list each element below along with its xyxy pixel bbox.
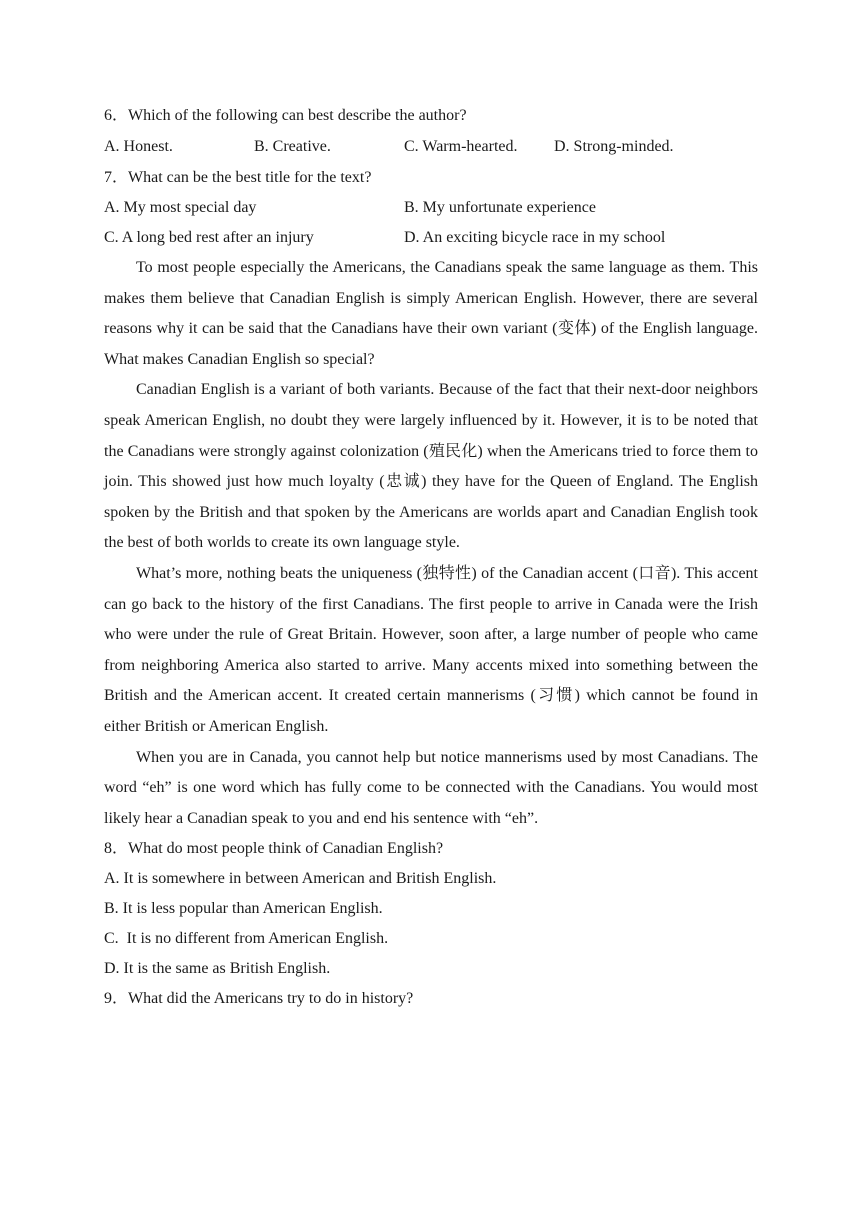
document-page — [104, 101, 758, 1014]
question-8: 8．What do most people think of Canadian English? — [104, 840, 444, 858]
option-c: C. Warm-hearted. — [404, 138, 518, 155]
option-b: B. Creative. — [254, 138, 331, 155]
option-c: C. It is no different from American English. — [104, 930, 389, 948]
option-b: B. My unfortunate experience — [404, 199, 596, 216]
passage-paragraph-2: Canadian English is a variant of both variants. Because of the fact that their next-door neighbors speak American English, no doubt they were largely influenced by it. However, it is to be noted that the Canadians were strongly against colonization (殖民化) when the Americans tried to force them to join. This showed just how much loyalty (忠诚) they have for the Queen of England. The English spoken by the British and that spoken by the Americans are worlds apart and Canadian English took the best of both worlds to create its own language style. — [104, 381, 758, 552]
option-d: D. An exciting bicycle race in my school — [404, 229, 666, 246]
option-d: D. Strong-minded. — [554, 138, 674, 155]
question-7: 7．What can be the best title for the text? — [104, 169, 372, 186]
option-b: B. It is less popular than American English. — [104, 900, 383, 918]
passage-paragraph-3: What’s more, nothing beats the uniqueness (独特性) of the Canadian accent (口音). This accent can go back to the history of the first Canadians. The first people to arrive in Canada were the Irish who were under the rule of Great Britain. However, soon after, a large number of people who came from neighboring America also started to arrive. Many accents mixed into something between the British and the American accent. It created certain mannerisms (习惯) which cannot be found in either British or American English. — [104, 564, 758, 735]
option-a: A. My most special day — [104, 199, 257, 216]
question-7-options-row-2 — [104, 223, 758, 253]
passage-paragraph-4: When you are in Canada, you cannot help but notice mannerisms used by most Canadians. The word “eh” is one word which has fully come to be connected with the Canadians. You would most likely hear a Canadian speak to you and end his sentence with “eh”. — [104, 748, 758, 827]
option-d: D. It is the same as British English. — [104, 960, 331, 978]
question-7-options-row-1 — [104, 193, 758, 223]
question-6-options — [104, 131, 758, 163]
question-6: 6．Which of the following can best describe the author? — [104, 107, 467, 124]
option-c: C. A long bed rest after an injury — [104, 229, 314, 246]
option-a: A. It is somewhere in between American and British English. — [104, 870, 497, 888]
passage-paragraph-1: To most people especially the Americans, the Canadians speak the same language as them. This makes them believe that Canadian English is simply American English. However, there are several reasons why it can be said that the Canadians have their own variant (变体) of the English language. What makes Canadian English so special? — [104, 259, 758, 368]
option-a: A. Honest. — [104, 138, 173, 155]
question-9: 9．What did the Americans try to do in history? — [104, 990, 414, 1008]
